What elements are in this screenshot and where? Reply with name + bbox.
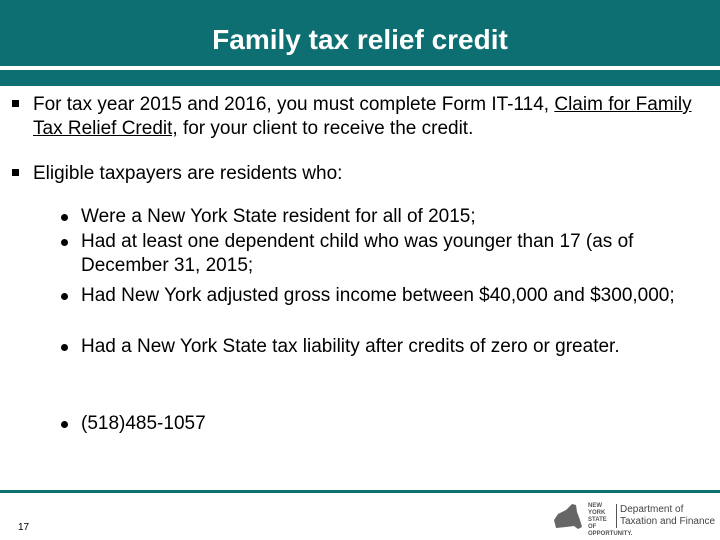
sub-bullet-text: Were a New York State resident for all of 2015;: [81, 206, 476, 227]
bullet-text-pre: For tax year 2015 and 2016, you must complete Form IT-114,: [33, 94, 555, 115]
logo-department: [620, 504, 720, 528]
dtf-logo: [552, 500, 716, 537]
bullet-text: Eligible taxpayers are residents who:: [33, 163, 343, 184]
logo-dept-line2: Taxation and Finance: [620, 516, 716, 527]
bullet-text: [33, 93, 703, 141]
logo-state-mark: NEW YORK STATE OF OPPORTUNITY.: [588, 503, 633, 537]
logo-dept-line1: Department of: [620, 504, 684, 515]
phone-number: (518)485-1057: [81, 413, 206, 434]
new-york-state-icon: [552, 500, 586, 532]
sub-bullet-text: Had at least one dependent child who was younger than 17 (as of December 31, 2015;: [81, 231, 634, 276]
slide-title: Family tax relief credit: [212, 24, 508, 55]
form-link[interactable]: Claim for Family Tax Relief Credit,: [33, 94, 692, 139]
sub-bullet-text: Had a New York State tax liability after credits of zero or greater.: [81, 336, 620, 357]
logo-divider: [616, 504, 617, 528]
square-bullet-icon: [12, 169, 19, 176]
square-bullet-icon: [12, 100, 19, 107]
title-underline: [0, 66, 720, 70]
footer-line: [0, 490, 720, 493]
title-bar: [0, 0, 720, 86]
page-number: 17: [18, 522, 30, 533]
sub-bullet-text: Had New York adjusted gross income between $40,000 and $300,000;: [81, 285, 675, 306]
bullet-text-post: for your client to receive the credit.: [177, 118, 474, 139]
